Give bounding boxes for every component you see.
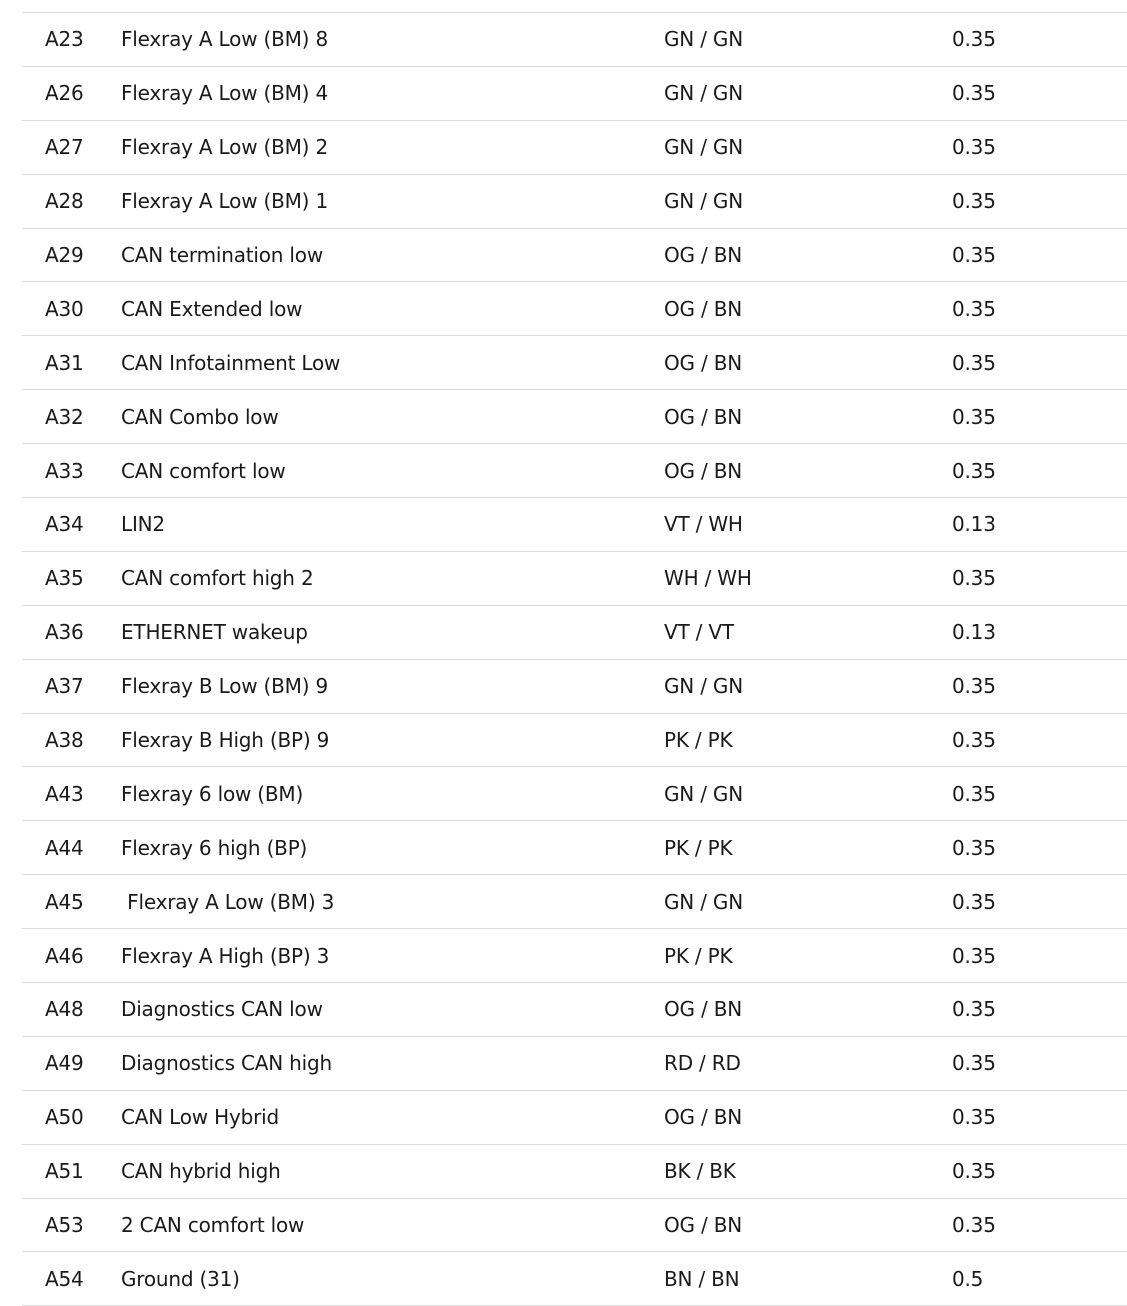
pin-assignment-table bbox=[22, 12, 1127, 1306]
table-row bbox=[22, 875, 1127, 929]
wire-size-cell: 0.35 bbox=[952, 566, 996, 591]
wire-color-cell: VT / WH bbox=[664, 512, 743, 537]
wire-color-cell: BN / BN bbox=[664, 1266, 740, 1291]
wire-size-cell: 0.35 bbox=[952, 81, 996, 106]
table-row bbox=[22, 1252, 1127, 1306]
pin-cell: A46 bbox=[45, 943, 84, 968]
wire-size-cell: 0.13 bbox=[952, 512, 996, 537]
wire-size-cell: 0.35 bbox=[952, 781, 996, 806]
wire-size-cell: 0.35 bbox=[952, 1051, 996, 1076]
wire-color-cell: OG / BN bbox=[664, 997, 742, 1022]
wire-size-cell: 0.35 bbox=[952, 728, 996, 753]
table-row bbox=[22, 713, 1127, 767]
wire-color-cell: GN / GN bbox=[664, 781, 743, 806]
wire-size-cell: 0.35 bbox=[952, 1105, 996, 1130]
pin-cell: A43 bbox=[45, 781, 84, 806]
pin-cell: A26 bbox=[45, 81, 84, 106]
table-row bbox=[22, 282, 1127, 336]
table-row bbox=[22, 336, 1127, 390]
description-cell: Flexray A Low (BM) 1 bbox=[121, 189, 328, 214]
wire-color-cell: PK / PK bbox=[664, 943, 733, 968]
wire-color-cell: OG / BN bbox=[664, 296, 742, 321]
pin-cell: A51 bbox=[45, 1159, 84, 1184]
wire-color-cell: OG / BN bbox=[664, 350, 742, 375]
wire-color-cell: GN / GN bbox=[664, 81, 743, 106]
table-row bbox=[22, 120, 1127, 174]
pin-cell: A29 bbox=[45, 243, 84, 267]
wire-size-cell: 0.35 bbox=[952, 1213, 996, 1238]
description-cell: Diagnostics CAN high bbox=[121, 1051, 332, 1076]
pin-cell: A33 bbox=[45, 458, 84, 483]
table-row bbox=[22, 821, 1127, 875]
description-cell: Flexray 6 low (BM) bbox=[121, 781, 304, 806]
description-cell: Flexray A Low (BM) 4 bbox=[121, 81, 328, 106]
wire-size-cell: 0.35 bbox=[952, 243, 996, 267]
wire-color-cell: PK / PK bbox=[664, 728, 733, 753]
wire-size-cell: 0.35 bbox=[952, 350, 996, 375]
table-row bbox=[22, 390, 1127, 444]
table-row bbox=[22, 174, 1127, 228]
wire-size-cell: 0.35 bbox=[952, 997, 996, 1022]
table-row bbox=[22, 659, 1127, 713]
description-cell: LIN2 bbox=[121, 512, 165, 537]
description-cell: CAN Combo low bbox=[121, 404, 279, 429]
description-cell: 2 CAN comfort low bbox=[121, 1213, 305, 1238]
wire-size-cell: 0.35 bbox=[952, 889, 996, 914]
pin-cell: A50 bbox=[45, 1105, 84, 1130]
description-cell: CAN Low Hybrid bbox=[121, 1105, 279, 1130]
pin-cell: A54 bbox=[45, 1266, 84, 1291]
description-cell: CAN Infotainment Low bbox=[121, 350, 341, 375]
description-cell: Flexray A Low (BM) 2 bbox=[121, 135, 328, 160]
wire-color-cell: OG / BN bbox=[664, 404, 742, 429]
pin-cell: A36 bbox=[45, 620, 84, 645]
wire-size-cell: 0.35 bbox=[952, 1159, 996, 1184]
description-cell: CAN comfort low bbox=[121, 458, 286, 483]
wire-size-cell: 0.35 bbox=[952, 189, 996, 214]
description-cell: CAN comfort high 2 bbox=[121, 566, 314, 591]
table-row bbox=[22, 444, 1127, 498]
pin-cell: A44 bbox=[45, 835, 84, 860]
wire-size-cell: 0.35 bbox=[952, 27, 996, 52]
wire-color-cell: GN / GN bbox=[664, 189, 743, 214]
description-cell: CAN hybrid high bbox=[121, 1159, 281, 1184]
pin-cell: A37 bbox=[45, 674, 84, 699]
wire-size-cell: 0.35 bbox=[952, 404, 996, 429]
wire-size-cell: 0.35 bbox=[952, 458, 996, 483]
pin-cell: A30 bbox=[45, 296, 84, 321]
table-row bbox=[22, 228, 1127, 282]
description-cell: Diagnostics CAN low bbox=[121, 997, 323, 1022]
wire-size-cell: 0.13 bbox=[952, 620, 996, 645]
wire-size-cell: 0.35 bbox=[952, 296, 996, 321]
description-cell: Ground (31) bbox=[121, 1266, 240, 1291]
description-cell: Flexray A Low (BM) 3 bbox=[121, 889, 335, 914]
wire-color-cell: OG / BN bbox=[664, 243, 742, 267]
pin-table-body bbox=[22, 13, 1127, 1306]
description-cell: CAN termination low bbox=[121, 243, 323, 267]
wire-size-cell: 0.35 bbox=[952, 135, 996, 160]
wire-color-cell: WH / WH bbox=[664, 566, 752, 591]
pin-cell: A48 bbox=[45, 997, 84, 1022]
pin-cell: A38 bbox=[45, 728, 84, 753]
description-cell: Flexray 6 high (BP) bbox=[121, 835, 308, 860]
wire-color-cell: GN / GN bbox=[664, 889, 743, 914]
wire-color-cell: OG / BN bbox=[664, 1105, 742, 1130]
description-cell: ETHERNET wakeup bbox=[121, 620, 308, 645]
table-row bbox=[22, 1090, 1127, 1144]
pin-cell: A53 bbox=[45, 1213, 84, 1238]
pin-cell: A27 bbox=[45, 135, 84, 160]
pin-cell: A34 bbox=[45, 512, 84, 537]
pin-cell: A28 bbox=[45, 189, 84, 214]
description-cell: Flexray A High (BP) 3 bbox=[121, 943, 330, 968]
description-cell: Flexray B Low (BM) 9 bbox=[121, 674, 329, 699]
wire-color-cell: VT / VT bbox=[664, 620, 734, 645]
pin-cell: A31 bbox=[45, 350, 84, 375]
pin-cell: A32 bbox=[45, 404, 84, 429]
wire-color-cell: RD / RD bbox=[664, 1051, 741, 1076]
table-row bbox=[22, 929, 1127, 983]
description-cell: Flexray A Low (BM) 8 bbox=[121, 27, 328, 52]
wire-size-cell: 0.35 bbox=[952, 835, 996, 860]
table-row bbox=[22, 1198, 1127, 1252]
table-row bbox=[22, 13, 1127, 67]
pin-cell: A23 bbox=[45, 27, 84, 52]
table-row bbox=[22, 66, 1127, 120]
wire-size-cell: 0.35 bbox=[952, 943, 996, 968]
pin-cell: A49 bbox=[45, 1051, 84, 1076]
wire-size-cell: 0.5 bbox=[952, 1266, 984, 1291]
description-cell: Flexray B High (BP) 9 bbox=[121, 728, 330, 753]
table-row bbox=[22, 767, 1127, 821]
wire-color-cell: PK / PK bbox=[664, 835, 733, 860]
table-row bbox=[22, 1144, 1127, 1198]
table-row bbox=[22, 1036, 1127, 1090]
pin-cell: A35 bbox=[45, 566, 84, 591]
wire-color-cell: OG / BN bbox=[664, 1213, 742, 1238]
description-cell: CAN Extended low bbox=[121, 296, 303, 321]
wire-size-cell: 0.35 bbox=[952, 674, 996, 699]
table-row bbox=[22, 498, 1127, 552]
wire-color-cell: GN / GN bbox=[664, 27, 743, 52]
table-row bbox=[22, 605, 1127, 659]
wire-color-cell: OG / BN bbox=[664, 458, 742, 483]
wire-color-cell: GN / GN bbox=[664, 135, 743, 160]
table-row bbox=[22, 983, 1127, 1037]
table-row bbox=[22, 551, 1127, 605]
pin-cell: A45 bbox=[45, 889, 84, 914]
wire-color-cell: BK / BK bbox=[664, 1159, 736, 1184]
wire-color-cell: GN / GN bbox=[664, 674, 743, 699]
